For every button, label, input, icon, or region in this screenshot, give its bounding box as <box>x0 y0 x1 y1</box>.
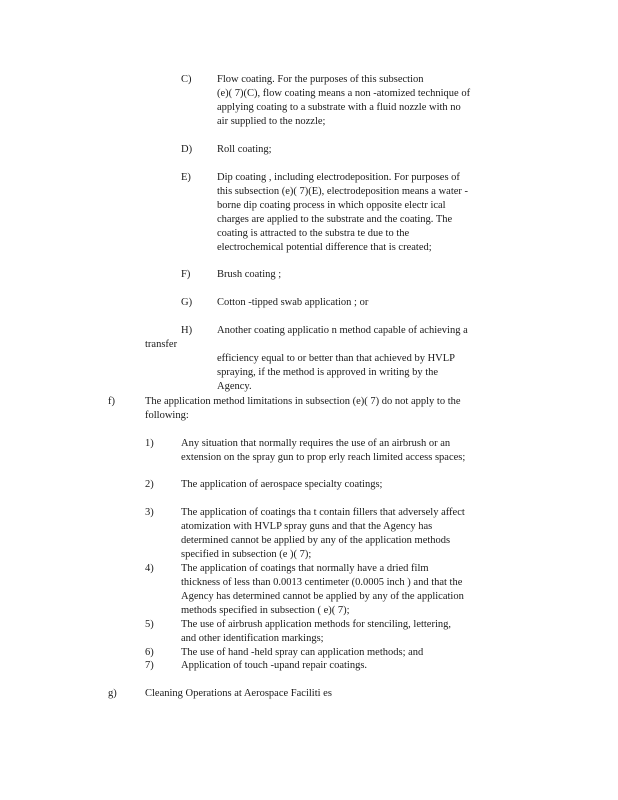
subitem-line: The use of airbrush application methods for stenciling, lettering, <box>181 619 452 630</box>
item-h-line: spraying, if the method is approved in writing by the <box>217 367 439 378</box>
subitem-number: 5) <box>145 619 154 630</box>
subitem-number: 4) <box>145 563 154 574</box>
subitem-number: 1) <box>145 438 154 449</box>
item-h-line: Agency. <box>217 381 252 392</box>
item-h-line: Another coating applicatio n method capable of achieving a <box>217 325 468 336</box>
item-e-line: borne dip coating process in which opposite electr ical <box>217 200 446 211</box>
item-label-e: E) <box>181 172 191 183</box>
item-e-line: electrochemical potential difference that is created; <box>217 242 432 253</box>
item-label-g-upper: G) <box>181 297 193 308</box>
subitem-line: extension on the spray gun to prop erly reach limited access spaces; <box>181 452 466 463</box>
section-label-g: g) <box>108 688 117 699</box>
subitem-number: 7) <box>145 660 154 671</box>
item-f-line: Brush coating ; <box>217 269 282 280</box>
subitem-number: 2) <box>145 479 154 490</box>
item-e-line: coating is attracted to the substra te due to the <box>217 228 410 239</box>
item-label-d: D) <box>181 144 193 155</box>
subitem-line: thickness of less than 0.0013 centimeter (0.0005 inch ) and that the <box>181 577 463 588</box>
subitem-line: The use of hand -held spray can application methods; and <box>181 647 424 658</box>
item-g-line: Cotton -tipped swab application ; or <box>217 297 369 308</box>
subitem-line: Any situation that normally requires the use of an airbrush or an <box>181 438 451 449</box>
item-label-c: C) <box>181 74 192 85</box>
section-g-heading: Cleaning Operations at Aerospace Faciliti es <box>145 688 332 699</box>
subitem-line: The application of aerospace specialty coatings; <box>181 479 383 490</box>
subitem-line: Application of touch -upand repair coatings. <box>181 660 368 671</box>
item-d-line: Roll coating; <box>217 144 272 155</box>
item-c-line: Flow coating. For the purposes of this subsection <box>217 74 424 85</box>
section-label-f: f) <box>108 396 115 407</box>
subitem-line: atomization with HVLP spray guns and that the Agency has <box>181 521 433 532</box>
subitem-line: determined cannot be applied by any of the application methods <box>181 535 451 546</box>
section-f-line: following: <box>145 410 189 421</box>
subitem-line: specified in subsection (e )( 7); <box>181 549 312 560</box>
subitem-line: methods specified in subsection ( e)( 7); <box>181 605 350 616</box>
item-label-h: H) <box>181 325 193 336</box>
subitem-number: 6) <box>145 647 154 658</box>
item-h-wrap: transfer <box>145 339 178 350</box>
subitem-line: The application of coatings tha t contain fillers that adversely affect <box>181 507 465 518</box>
item-c-line: applying coating to a substrate with a fluid nozzle with no <box>217 102 461 113</box>
subitem-number: 3) <box>145 507 154 518</box>
item-e-line: charges are applied to the substrate and the coating. The <box>217 214 453 225</box>
item-label-f-upper: F) <box>181 269 191 280</box>
item-e-line: Dip coating , including electrodeposition. For purposes of <box>217 172 460 183</box>
item-h-line: efficiency equal to or better than that achieved by HVLP <box>217 353 456 364</box>
subitem-line: Agency has determined cannot be applied by any of the application <box>181 591 464 602</box>
item-c-line: (e)( 7)(C), flow coating means a non -atomized technique of <box>217 88 471 99</box>
item-e-line: this subsection (e)( 7)(E), electrodeposition means a water - <box>217 186 469 197</box>
subitem-line: The application of coatings that normally have a dried film <box>181 563 429 574</box>
subitem-line: and other identification markings; <box>181 633 324 644</box>
item-c-line: air supplied to the nozzle; <box>217 116 326 127</box>
section-f-line: The application method limitations in subsection (e)( 7) do not apply to the <box>145 396 461 407</box>
